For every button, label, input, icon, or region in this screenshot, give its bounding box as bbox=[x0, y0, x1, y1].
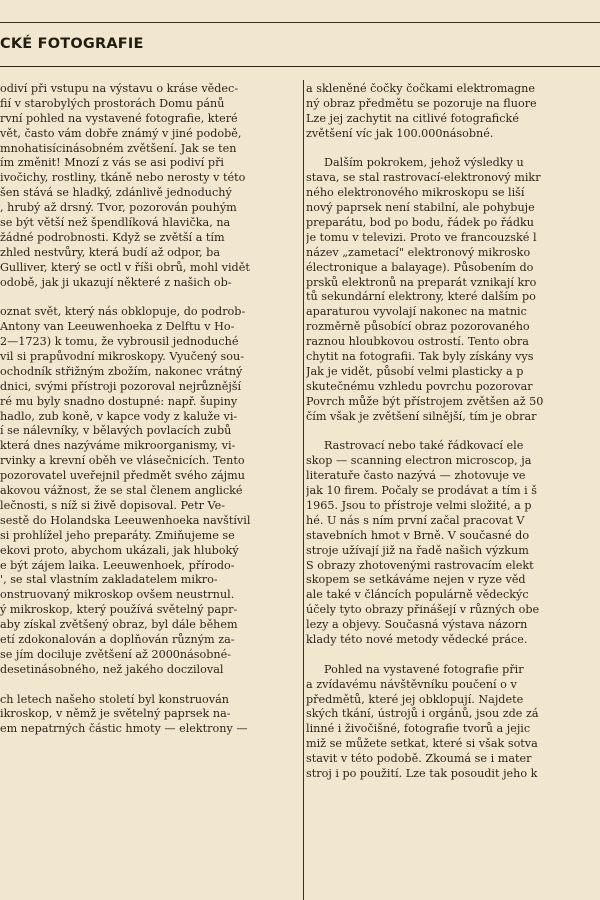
text-line: ochodník střižným zbožím, nakonec vrátný bbox=[0, 364, 243, 378]
text-line: zhled nestvůry, která budí až odpor, ba bbox=[0, 245, 221, 259]
text-line: předmětů, které jej obklopují. Najdete bbox=[306, 692, 524, 706]
text-line: ný obraz předmětu se pozoruje na fluore bbox=[306, 96, 537, 110]
text-line: skopem se setkáváme nejen v ryze věd bbox=[306, 573, 526, 587]
text-line: skop — scanning electron microscop, ja bbox=[306, 454, 532, 468]
paragraph-gap bbox=[306, 142, 600, 157]
paragraph bbox=[0, 305, 298, 677]
text-line: stroj i po použití. Lze tak posoudit jeho k bbox=[306, 766, 538, 780]
paragraph bbox=[306, 439, 600, 647]
column-divider bbox=[303, 80, 304, 900]
text-line: aby získal zvětšený obraz, byl dále během bbox=[0, 618, 238, 632]
paragraph bbox=[306, 156, 600, 424]
paragraph bbox=[0, 693, 298, 738]
text-line: se být větší než špendlíková hlavička, na bbox=[0, 216, 231, 230]
text-line: lezy a objevy. Současná výstava názorn bbox=[306, 618, 528, 632]
text-line: ý mikroskop, který používá světelný papr- bbox=[0, 603, 238, 617]
text-line: Gulliver, který se octl v říši obrů, mohl vidět bbox=[0, 260, 250, 274]
text-line: lečnosti, s níž si živě dopisoval. Petr Ve- bbox=[0, 498, 225, 512]
text-line: vil si prapůvodní mikroskopy. Vyučený sou- bbox=[0, 350, 245, 364]
text-line: skutečnému vzhledu povrchu pozorovar bbox=[306, 379, 533, 393]
text-line: chytit na fotografii. Tak byly získány vys bbox=[306, 350, 534, 364]
text-line: název „zametací" elektronový mikrosko bbox=[306, 245, 531, 259]
text-line: e být zájem laika. Leeuwenhoek, přírodo- bbox=[0, 558, 235, 572]
paragraph-gap bbox=[306, 424, 600, 439]
paragraph-gap bbox=[0, 290, 298, 305]
text-line: ného elektronového mikroskopu se liší bbox=[306, 186, 525, 200]
text-line: Povrch může být přístrojem zvětšen až 50 bbox=[306, 394, 544, 408]
text-line: ských tkání, ústrojů i orgánů, jsou zde zá bbox=[306, 707, 539, 721]
right-column bbox=[306, 82, 600, 900]
text-line: rozměrně působící obraz pozorovaného bbox=[306, 320, 530, 334]
left-column bbox=[0, 82, 298, 900]
text-line: Dalším pokrokem, jehož výsledky u bbox=[324, 156, 524, 170]
paragraph bbox=[306, 663, 600, 782]
text-line: ', se stal vlastním zakladatelem mikro- bbox=[0, 573, 218, 587]
text-line: klady této nové metody vědecké práce. bbox=[306, 632, 528, 646]
text-line: , hrubý až drsný. Tvor, pozorován pouhým bbox=[0, 201, 237, 215]
text-line: Rastrovací nebo také řádkovací ele bbox=[324, 439, 524, 453]
text-line: literatuře často nazývá — zhotovuje ve bbox=[306, 469, 526, 483]
text-line: mnohatisícinásobném zvětšení. Jak se ten bbox=[0, 141, 237, 155]
text-line: ch letech našeho století byl konstruován bbox=[0, 692, 229, 706]
text-line: hé. U nás s ním první začal pracovat V bbox=[306, 513, 525, 527]
text-line: stavebních hmot v Brně. V současné do bbox=[306, 528, 530, 542]
text-line: í se nálevníky, v bělavých povlacích zubů bbox=[0, 424, 232, 438]
section-title: CKÉ FOTOGRAFIE bbox=[0, 36, 144, 52]
text-line: onstruovaný mikroskop ovšem neustrnul. bbox=[0, 588, 235, 602]
text-line: stava, se stal rastrovací-elektronový mikr bbox=[306, 171, 541, 185]
text-line: ekovi proto, abychom ukázali, jak hluboký bbox=[0, 543, 239, 557]
text-line: akovou vážnost, že se stal členem anglické bbox=[0, 484, 243, 498]
text-line: desetinásobného, než jakého docziloval bbox=[0, 662, 224, 676]
text-line: čím však je zvětšení silnější, tím je obrar bbox=[306, 409, 537, 423]
text-line: a skleněné čočky čočkami elektromagne bbox=[306, 82, 535, 95]
text-line: ím změnit! Mnozí z vás se asi podiví při bbox=[0, 156, 225, 170]
text-line: ale také v článcích populárně vědeckýc bbox=[306, 588, 529, 602]
text-line: preparátu, bod po bodu, řádek po řádku bbox=[306, 216, 534, 230]
text-line: nový paprsek není stabilní, ale pohybuje bbox=[306, 201, 535, 215]
text-line: etí zdokonalován a doplňován různým za- bbox=[0, 632, 235, 646]
text-line: ivočichy, rostliny, tkáně nebo nerosty v této bbox=[0, 171, 246, 185]
text-line: électronique a balayage). Působením do bbox=[306, 260, 534, 274]
text-line: rvní pohled na vystavené fotografie, které bbox=[0, 111, 238, 125]
text-line: a zvídavému návštěvníku poučení o v bbox=[306, 677, 517, 691]
text-line: 2—1723) k tomu, že vybrousil jednoduché bbox=[0, 335, 239, 349]
text-line: sestě do Holandska Leeuwenhoeka navštívil bbox=[0, 513, 251, 527]
paragraph-gap bbox=[306, 648, 600, 663]
text-line: se jím dociluje zvětšení až 2000násobné- bbox=[0, 647, 232, 661]
text-line: odiví při vstupu na výstavu o kráse vědec- bbox=[0, 82, 239, 95]
text-line: S obrazy zhotovenými rastrovacím elekt bbox=[306, 558, 534, 572]
text-line: Lze jej zachytit na citlivé fotografické bbox=[306, 111, 519, 125]
text-line: miž se můžete setkat, které si však sotva bbox=[306, 737, 538, 751]
text-line: je tomu v televizi. Proto ve francouzské l bbox=[306, 230, 537, 244]
text-line: hadlo, zub koně, v kapce vody z kaluže vi- bbox=[0, 409, 238, 423]
section-header bbox=[0, 32, 600, 67]
text-line: žádné podrobnosti. Když se zvětší a tím bbox=[0, 230, 225, 244]
top-rule bbox=[0, 22, 600, 23]
text-line: stroje užívají již na řadě našich výzkum bbox=[306, 543, 529, 557]
text-line: oznat svět, který nás obklopuje, do podrob- bbox=[0, 305, 246, 319]
text-line: 1965. Jsou to přístroje velmi složité, a p bbox=[306, 498, 532, 512]
text-line: prsků elektronů na preparát vznikají kro bbox=[306, 275, 537, 289]
text-line: pozorovatel uveřejnil předmět svého zájmu bbox=[0, 469, 245, 483]
text-line: odobě, jak ji ukazují některé z našich ob- bbox=[0, 275, 232, 289]
text-line: Pohled na vystavené fotografie přir bbox=[324, 662, 524, 676]
text-line: šen stává se hladký, zdánlivě jednoduchý bbox=[0, 186, 232, 200]
text-line: vět, často vám dobře známý v jiné podobě, bbox=[0, 126, 242, 140]
text-line: ré mu byly snadno dostupné: např. šupiny bbox=[0, 394, 238, 408]
text-line: raznou hloubkovou ostrostí. Tento obra bbox=[306, 335, 529, 349]
text-line: Antony van Leeuwenhoeka z Delftu v Ho- bbox=[0, 320, 235, 334]
text-line: Jak je vidět, působí velmi plasticky a p bbox=[306, 364, 524, 378]
text-line: která dnes nazýváme mikroorganismy, vi- bbox=[0, 439, 236, 453]
text-line: jak 10 firem. Počaly se prodávat a tím i š bbox=[306, 484, 537, 498]
text-line: dnici, svými přístroji pozoroval nejrůznější bbox=[0, 379, 242, 393]
text-line: si prohlížel jeho preparáty. Zmiňujeme se bbox=[0, 528, 235, 542]
text-line: aparaturou vyvolají nakonec na matnic bbox=[306, 305, 527, 319]
text-line: zvětšení víc jak 100.000násobné. bbox=[306, 126, 494, 140]
text-line: linné i živočišné, fotografie tvorů a jejic bbox=[306, 722, 531, 736]
text-line: ikroskop, v němž je světelný paprsek na- bbox=[0, 707, 231, 721]
text-line: účely tyto obrazy přinášejí v různých obe bbox=[306, 603, 540, 617]
paragraph-gap bbox=[0, 678, 298, 693]
paragraph bbox=[0, 82, 298, 290]
text-line: tů sekundární elektrony, které dalším po bbox=[306, 290, 536, 304]
paragraph bbox=[306, 82, 600, 142]
text-line: rvinky a krevní oběh ve vlásečnicích. Tento bbox=[0, 454, 245, 468]
text-line: stavit v této podobě. Zkoumá se i mater bbox=[306, 752, 532, 766]
text-line: fií v starobylých prostorách Domu pánů bbox=[0, 96, 225, 110]
text-line: em nepatrných částic hmoty — elektrony — bbox=[0, 722, 248, 736]
